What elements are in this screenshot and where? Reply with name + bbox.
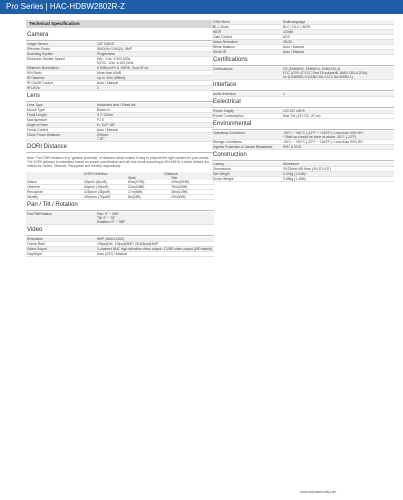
camera-table: [26, 42, 214, 91]
spec-key: BLC Mode: [213, 25, 230, 29]
spec-row: [26, 252, 214, 257]
spec-key: WDR: [213, 30, 222, 34]
spec-value: Multi-language: [283, 20, 306, 24]
dori-head-wide: Wide: [128, 176, 136, 180]
dori-cell: 250px/m (76px/ft): [84, 195, 111, 199]
ptr-table: [26, 212, 214, 225]
dori-cell: 76m(249ft): [171, 185, 188, 189]
electrical-table: [212, 109, 394, 119]
dori-head-tele: Tele: [171, 176, 178, 180]
spec-value: Motorized lens / Fixed iris: [97, 103, 136, 107]
spec-key: Mount Type: [27, 108, 45, 112]
spec-value: Aluminium: [283, 162, 299, 166]
spec-key: Noise Reduction: [213, 40, 238, 44]
spec-key: IR Distance: [27, 76, 45, 80]
spec-key: Video Output: [27, 247, 47, 251]
spec-value: Board-in: [97, 108, 110, 112]
left-column: [26, 20, 214, 257]
spec-key: White Balance: [213, 45, 235, 49]
spec-key: Ingress Protection & Vandal Resistance: [213, 145, 273, 149]
spec-key: Resolution: [27, 237, 44, 241]
spec-key: Net Weight: [213, 172, 230, 176]
video-table: [26, 237, 214, 257]
spec-value: Max 7W (12V DC, IR on): [283, 114, 321, 118]
certifications-section-title: Certifications: [212, 55, 394, 66]
spec-key: Pan/Tilt/Rotation: [27, 212, 52, 216]
spec-key: Gain Control: [213, 35, 233, 39]
spec-key: Focal Length: [27, 113, 47, 117]
spec-key: Electronic Shutter Speed: [27, 57, 65, 61]
spec-key: Certifications: [213, 67, 233, 71]
spec-key: Casing: [213, 162, 224, 166]
spec-value: AGC: [283, 35, 291, 39]
dori-head-distance: Distance: [164, 172, 178, 176]
dori-cell: 25px/m (8px/ft): [84, 180, 107, 184]
spec-value: 3.7~11mm: [97, 113, 113, 117]
dori-cell: Detect: [27, 180, 37, 184]
dori-head-empty: [26, 172, 84, 180]
spec-value: 0.005Lux/F1.5, 30IRE, 0Lux IR on: [97, 66, 149, 70]
lens-table: [26, 103, 214, 142]
dori-cell: 125px/m (38px/ft): [84, 190, 111, 194]
dori-cell: 83m(272ft): [128, 180, 145, 184]
spec-key: Dimensions: [213, 167, 231, 171]
spec-key: Frame Rate: [27, 242, 45, 246]
footer-url: www.dahuasecurity.com: [300, 490, 337, 494]
spec-value: Up to 30m (98feet): [97, 76, 126, 80]
spec-value: Progressive: [97, 52, 115, 56]
spec-key: Operating Conditions: [213, 131, 245, 135]
environmental-table: [212, 131, 394, 150]
spec-key: Image Sensor: [27, 42, 49, 46]
header-title: Pro Series | HAC-HDBW2802R-Z: [6, 2, 125, 11]
dori-note: Note: The DORI distance is a "general proximity" of distance which makes it easy to pinpoint the right camera for your needs. The DORI distance is calculated based on sensor specification and lab test result according to EN 62676-4 which defines the criteria for Detect, Observe, Recognize and Identify respectively.: [27, 156, 210, 168]
dori-cell: 190m(623ft): [171, 180, 190, 184]
dori-cell: Recognize: [27, 190, 44, 194]
spec-key: Gross Weight: [213, 177, 234, 181]
dori-cell: 38m(125ft): [171, 190, 188, 194]
spec-value: 1: [283, 92, 285, 96]
spec-key: Day/Night: [27, 252, 42, 256]
spec-key: Storage Conditions: [213, 140, 242, 144]
dori-cell: 8m(26ft): [128, 195, 141, 199]
lens-section-title: Lens: [26, 91, 214, 102]
spec-value: 2: [97, 86, 99, 90]
spec-value: 0.69kg (1.45lb): [283, 177, 306, 181]
spec-value: Pan: 0° ~ 355° Tilt: 0° ~ 75° Rotation: 0° ~ 355°: [97, 212, 126, 224]
spec-key: Power Consumption: [213, 114, 244, 118]
spec-key: Close Focus Distance: [27, 133, 60, 137]
spec-value: Auto / Manual: [97, 81, 118, 85]
dori-cell: Identify: [27, 195, 38, 199]
dori-table: [26, 180, 214, 200]
spec-key: S/N Ratio: [27, 71, 42, 75]
spec-row: [212, 177, 394, 182]
spec-value: 15fps@4K, 10fps@8MP, 25/30fps@4MP: [97, 242, 159, 246]
spec-value: Auto / Manual: [97, 128, 118, 132]
spec-value: -30°C ~ +60°C (-22°F ~ +140°F) / Less than 90% RH: [283, 140, 363, 144]
spec-value: 120dB: [283, 30, 293, 34]
spec-value: PAL: 1/4s~1/100,000s NTSC: 1/3s~1/100,000s: [97, 57, 134, 65]
spec-value: 1-channel BNC high definition video output / CVBS video output (DIP switch): [97, 247, 212, 251]
spec-key: Lens Type: [27, 103, 43, 107]
spec-key: Audio Interface: [213, 92, 236, 96]
dori-cell: 19m(62ft): [171, 195, 186, 199]
spec-key: IR On/Off Control: [27, 81, 54, 85]
construction-section-title: Construction: [212, 150, 394, 161]
header-bar: [0, 0, 403, 14]
spec-value: IP67 & IK10: [283, 145, 302, 149]
spec-row: [26, 212, 214, 225]
dori-section-title: DORI Distance: [26, 142, 214, 153]
spec-value: 2D/3D: [283, 40, 293, 44]
dori-table-header: [26, 172, 214, 180]
spec-value: 200mm 7.87": [97, 133, 109, 141]
spec-value: Φ122mm×88.9mm (Φ4.8"×3.5"): [283, 167, 331, 171]
dori-cell: 17m(56ft): [128, 190, 143, 194]
spec-value: Auto / Manual: [283, 45, 304, 49]
spec-key: Angle of View: [27, 123, 48, 127]
dori-cell: Observe: [27, 185, 40, 189]
spec-key: Scanning System: [27, 52, 54, 56]
certifications-table: [212, 67, 394, 80]
spec-key: Focus Control: [27, 128, 49, 132]
interface-section-title: Interface: [212, 80, 394, 91]
dori-cell: 63px/m (19px/ft): [84, 185, 109, 189]
dori-head-definition: DORI Definition: [84, 172, 108, 176]
spec-key: Smart IR: [213, 50, 227, 54]
dori-cell: 33m(108ft): [128, 185, 145, 189]
video-section-title: Video: [26, 225, 214, 236]
spec-key: Max Aperture: [27, 118, 48, 122]
spec-row: [26, 57, 214, 66]
environmental-section-title: Environmental: [212, 119, 394, 130]
spec-value: BLC / HLC / WDR: [283, 25, 311, 29]
spec-key: IR LEDs: [27, 86, 40, 90]
spec-key: Effective Pixels: [27, 47, 50, 51]
spec-value: More than 65dB: [97, 71, 122, 75]
construction-table: [212, 162, 394, 182]
spec-value: 8MP (3840×2160): [97, 237, 125, 241]
spec-value: 1/2" CMOS: [97, 42, 115, 46]
dori-head-distance-group: [128, 172, 214, 180]
spec-key: Power Supply: [213, 109, 234, 113]
spec-row: [212, 67, 394, 80]
spec-key: OSD Menu: [213, 20, 230, 24]
right-top-table: [212, 20, 394, 55]
spec-value: CE (EN55032, EN55024, EN50130-4) FCC (CFR 47 FCC Part 15 subpartB, ANSI C63.4-2014) UL (UL60950-1+CAN/CSA C22.2 No.60950-1): [283, 67, 368, 79]
spec-value: 12V DC ±30%: [283, 109, 305, 113]
ptr-section-title: Pan / Tilt / Rotation: [26, 200, 214, 211]
spec-value: H: 112°~46°: [97, 123, 116, 127]
spec-value: F1.5: [97, 118, 104, 122]
spec-value: 3840(H)×2160(V), 8MP: [97, 47, 133, 51]
spec-row: [212, 131, 394, 140]
camera-section-title: Camera: [26, 30, 214, 41]
spec-row: [26, 133, 214, 142]
spec-value: -30°C ~ +60°C (-22°F ~ +140°F) / Less than 90% RH * Start up should be done at above -30°C (-22°F): [283, 131, 363, 139]
spec-key: Minimum Illumination: [27, 66, 59, 70]
tech-spec-bar: Technical Specification: [26, 20, 214, 28]
spec-value: Auto / Manual: [283, 50, 304, 54]
spec-value: Auto (ICR) / Manual: [97, 252, 127, 256]
spec-value: 0.47kg (1.04lb): [283, 172, 306, 176]
right-column: [212, 20, 394, 182]
electrical-section-title: Eelectrical: [212, 97, 394, 108]
